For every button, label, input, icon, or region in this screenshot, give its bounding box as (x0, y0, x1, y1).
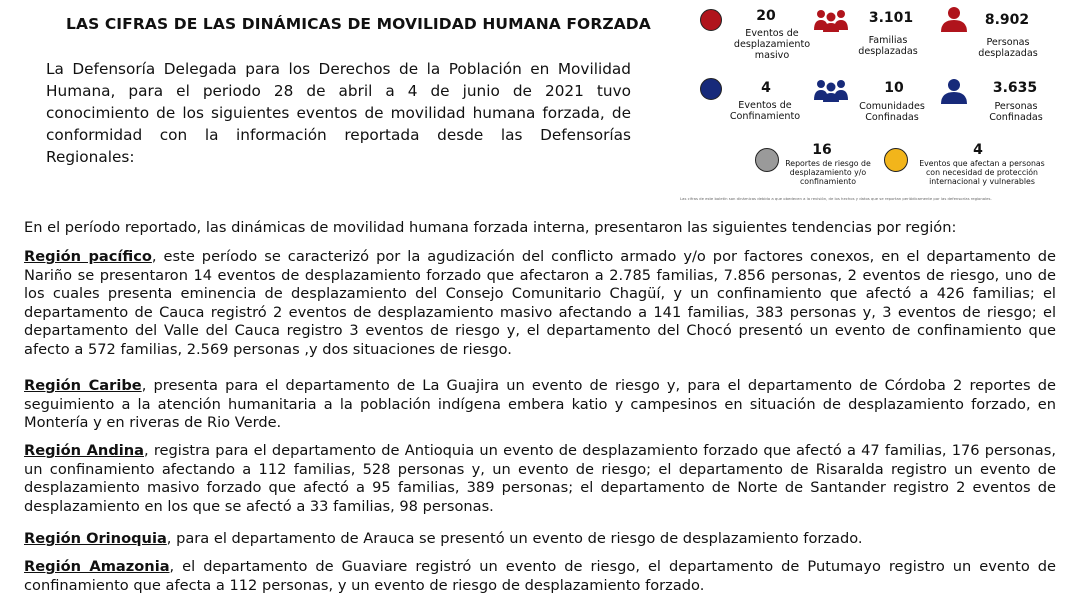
confinamiento-label: Eventos de Confinamiento (729, 100, 801, 122)
navy-circle-icon (700, 78, 722, 100)
proteccion-label: Eventos que afectan a personas con necesidad de protección internacional y vulnerables (919, 159, 1045, 186)
region-paragraph (24, 377, 1056, 433)
region-text: , registra para el departamento de Antioquia un evento de desplazamiento forzado que afectó a 47 familias, 176 personas, un confinamiento afectando a 112 familias, 528 personas y, un evento de riesgo; el departamento de Risaralda registro un evento de desplazamiento masivo forzado que afectó a 95 familias, 389 personas; el departamento de Norte de Santander registro 2 eventos de desplazamiento en los que se afectó a 33 familias, 98 personas. (24, 442, 1056, 515)
confinamiento-value: 4 (761, 80, 771, 96)
page-title: LAS CIFRAS DE LAS DINÁMICAS DE MOVILIDAD HUMANA FORZADA (66, 15, 651, 33)
community-icon (812, 78, 850, 102)
region-name: Región Orinoquia (24, 530, 167, 547)
riesgo-label: Reportes de riesgo de desplazamiento y/o confinamiento (785, 159, 871, 186)
intro-paragraph: La Defensoría Delegada para los Derechos de la Población en Movilidad Humana, para el periodo 28 de abril a 4 de junio de 2021 tuvo conocimiento de los siguientes eventos de movilidad humana forzada, de conformidad con la información reportada desde las Defensorías Regionales: (46, 60, 631, 166)
personas-desplazadas-value: 8.902 (984, 12, 1030, 28)
gray-circle-icon (755, 148, 779, 172)
riesgo-value: 16 (812, 142, 832, 158)
person-icon (940, 6, 968, 32)
region-text: , presenta para el departamento de La Guajira un evento de riesgo y, para el departamento de Córdoba 2 reportes de seguimiento a la atención humanitaria a la población indígena embera katio y campesinos en situación de desplazamiento forzado, en Montería y en riveras de Rio Verde. (24, 377, 1056, 431)
person-icon (940, 78, 968, 104)
region-paragraph (24, 558, 1056, 595)
region-name: Región Caribe (24, 377, 142, 394)
region-text: , el departamento de Guaviare registró un evento de riesgo, el departamento de Putumayo registro un evento de confinamiento que afecta a 112 personas, y un evento de riesgo de desplazamiento forzado. (24, 558, 1056, 594)
region-paragraph (24, 248, 1056, 359)
footnote: Las cifras de este boletín son dinámicas debido a que obedecen a la revisión, de los hechos y datos que se reportan periódicamente por las defensorías regionales. (680, 196, 992, 201)
desplazamiento-value: 20 (756, 8, 776, 24)
region-paragraph (24, 442, 1056, 516)
lead-paragraph: En el período reportado, las dinámicas de movilidad humana forzada interna, presentaron las siguientes tendencias por región: (24, 219, 957, 236)
red-circle-icon (700, 9, 722, 31)
familias-desplazadas-value: 3.101 (868, 10, 914, 26)
region-name: Región Amazonia (24, 558, 170, 575)
personas-confinadas-label: Personas Confinadas (989, 101, 1043, 123)
region-name: Región Andina (24, 442, 145, 459)
family-icon (812, 8, 850, 32)
region-name: Región pacífico (24, 248, 152, 265)
region-text: , este período se caracterizó por la agudización del conflicto armado y/o por factores conexos, en el departamento de Nariño se presentaron 14 eventos de desplazamiento forzado que afectaron a 2.785 familias, 7.856 personas, 2 eventos de riesgo, uno de los cuales presenta eminencia de desplazamiento del Consejo Comunitario Chagüí, y un confinamiento que afectó a 426 familias; el departamento de Cauca registró 2 eventos de desplazamiento masivo afectando a 141 familias, 383 personas y, 3 eventos de riesgo; el departamento del Valle del Cauca registro 3 eventos de riesgo y, el departamento del Chocó presentó un evento de confinamiento que afecto a 572 familias, 2.569 personas ,y dos situaciones de riesgo. (24, 248, 1056, 358)
region-paragraph (24, 530, 1056, 549)
personas-confinadas-value: 3.635 (992, 80, 1038, 96)
desplazamiento-label: Eventos de desplazamiento masivo (733, 28, 811, 61)
comunidades-label: Comunidades Confinadas (859, 101, 925, 123)
proteccion-value: 4 (973, 142, 983, 158)
personas-desplazadas-label: Personas desplazadas (978, 37, 1038, 59)
region-text: , para el departamento de Arauca se presentó un evento de riesgo de desplazamiento forzado. (166, 530, 863, 547)
yellow-circle-icon (884, 148, 908, 172)
familias-desplazadas-label: Familias desplazadas (858, 35, 918, 57)
comunidades-value: 10 (884, 80, 904, 96)
